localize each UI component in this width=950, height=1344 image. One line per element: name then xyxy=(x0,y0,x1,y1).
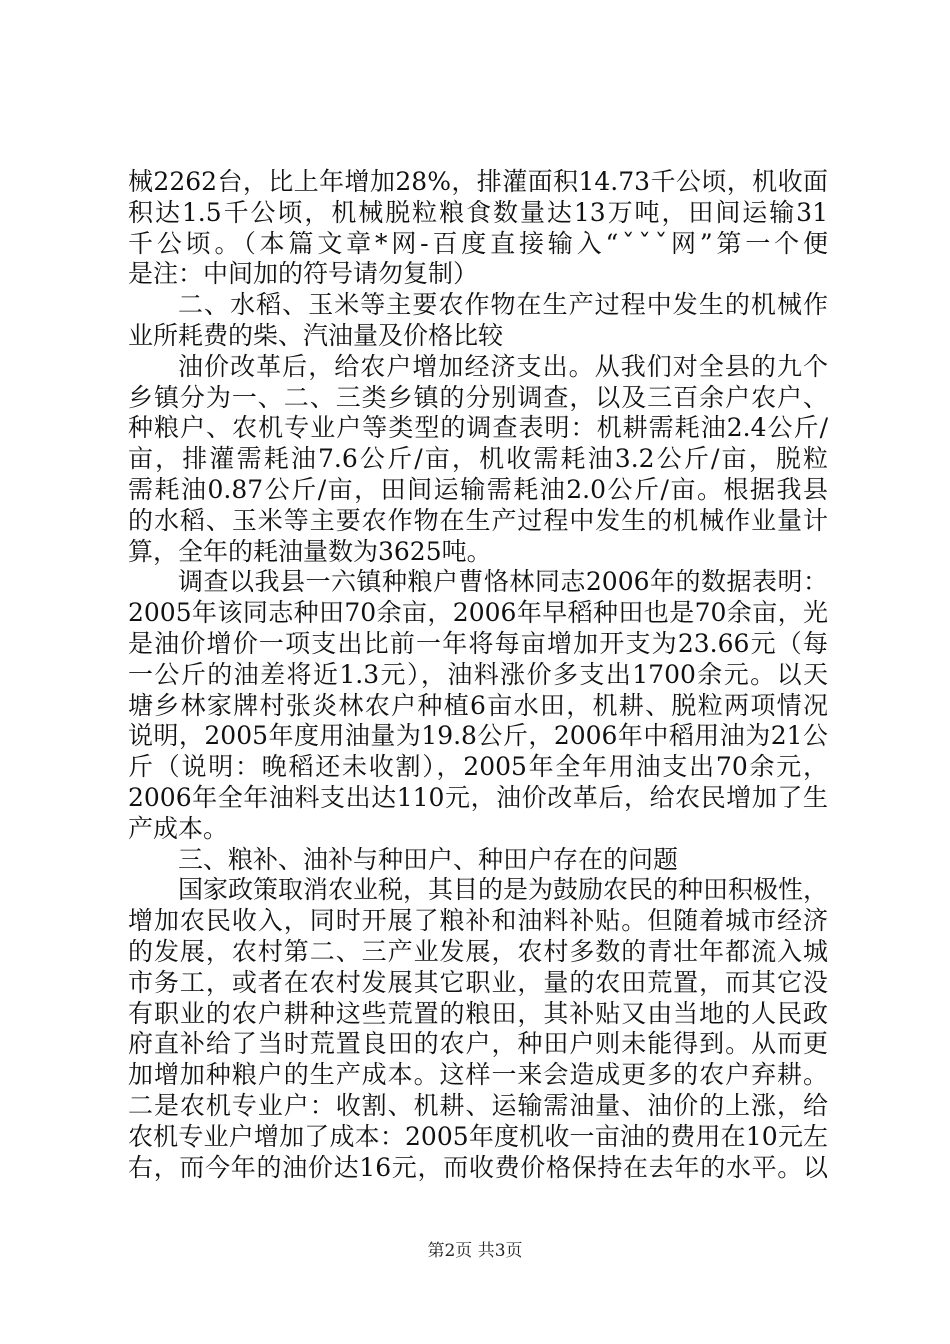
page-number-footer: 第2页 共3页 xyxy=(427,1241,523,1261)
section-heading: 三、粮补、油补与种田户、种田户存在的问题 xyxy=(178,844,679,874)
text-line: 需耗油0.87公斤/亩，田间运输需耗油2.0公斤/亩。根据我县 xyxy=(128,474,828,504)
text-line: 国家政策取消农业税，其目的是为鼓励农民的种田积极性， xyxy=(178,875,829,905)
text-line: 产成本。 xyxy=(128,813,229,843)
section-heading: 二、水稻、玉米等主要农作物在生产过程中发生的机械作 xyxy=(178,290,828,320)
text-line: 市务工，或者在农村发展其它职业，量的农田荒置，而其它没 xyxy=(128,967,828,997)
text-line: 算，全年的耗油量数为3625吨。 xyxy=(128,536,492,566)
text-line: 农机专业户增加了成本：2005年度机收一亩油的费用在10元左 xyxy=(128,1121,828,1151)
text-line: 塘乡林家牌村张炎林农户种植6亩水田，机耕、脱粒两项情况 xyxy=(128,690,828,720)
text-line: 种粮户、农机专业户等类型的调查表明：机耕需耗油2.4公斤/ xyxy=(128,413,828,443)
text-line: 千公顷。（本篇文章*网-百度直接输入“ˇˇˇ网”第一个便 xyxy=(128,228,828,258)
text-line: 2006年全年油料支出达110元，油价改革后，给农民增加了生 xyxy=(128,782,828,812)
text-line: 增加农民收入，同时开展了粮补和油料补贴。但随着城市经济 xyxy=(128,906,828,936)
text-line: 积达1.5千公顷，机械脱粒粮食数量达13万吨，田间运输31 xyxy=(128,197,828,227)
text-line: 有职业的农户耕种这些荒置的粮田，其补贴又由当地的人民政 xyxy=(128,998,828,1028)
text-line: 说明，2005年度用油量为19.8公斤，2006年中稻用油为21公 xyxy=(128,721,828,751)
text-line: 是注：中间加的符号请勿复制） xyxy=(128,259,479,289)
text-line: 二是农机专业户：收割、机耕、运输需油量、油价的上涨，给 xyxy=(128,1090,828,1120)
text-line: 加增加种粮户的生产成本。这样一来会造成更多的农户弃耕。 xyxy=(128,1060,828,1090)
text-line: 是油价增价一项支出比前一年将每亩增加开支为23.66元（每 xyxy=(128,628,828,658)
text-line: 的水稻、玉米等主要农作物在生产过程中发生的机械作业量计 xyxy=(128,505,828,535)
document-body xyxy=(128,167,828,1183)
text-line: 的发展，农村第二、三产业发展，农村多数的青壮年都流入城 xyxy=(128,936,828,966)
text-line: 一公斤的油差将近1.3元），油料涨价多支出1700余元。以天 xyxy=(128,659,828,689)
text-line: 府直补给了当时荒置良田的农户，种田户则未能得到。从而更 xyxy=(128,1029,828,1059)
text-line: 械2262台，比上年增加28%，排灌面积14.73千公顷，机收面 xyxy=(128,167,828,196)
text-line: 乡镇分为一、二、三类乡镇的分别调查，以及三百余户农户、 xyxy=(128,382,828,412)
text-line: 调查以我县一六镇种粮户曹恪林同志2006年的数据表明： xyxy=(178,567,828,597)
text-line: 斤（说明：晚稻还未收割），2005年全年用油支出70余元， xyxy=(128,752,828,782)
text-line: 右，而今年的油价达16元，而收费价格保持在去年的水平。以 xyxy=(128,1152,828,1182)
text-line: 业所耗费的柴、汽油量及价格比较 xyxy=(128,320,504,350)
text-line: 油价改革后，给农户增加经济支出。从我们对全县的九个 xyxy=(178,351,828,381)
text-line: 2005年该同志种田70余亩，2006年早稻种田也是70余亩，光 xyxy=(128,598,828,628)
text-line: 亩，排灌需耗油7.6公斤/亩，机收需耗油3.2公斤/亩，脱粒 xyxy=(128,444,828,474)
